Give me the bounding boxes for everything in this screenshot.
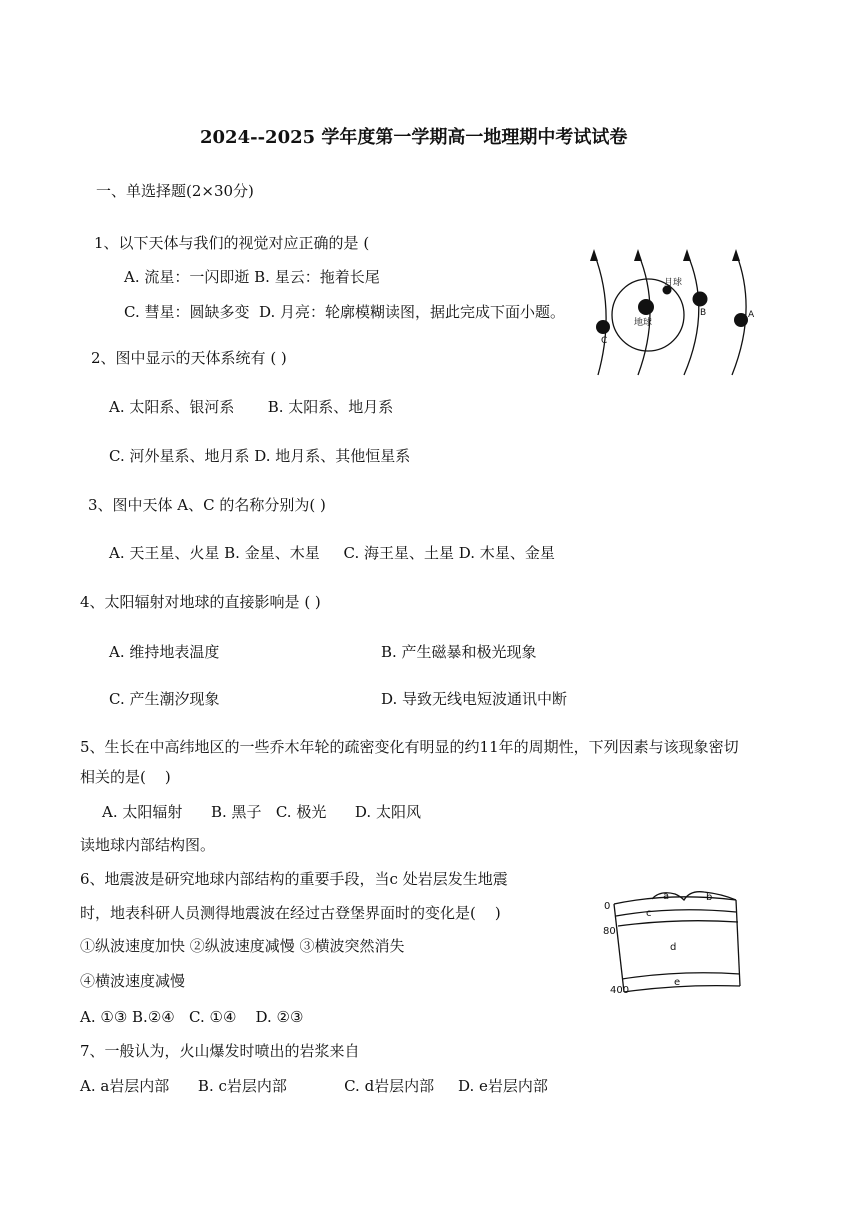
depth-0: 0 xyxy=(604,901,611,912)
layer-label-c: c xyxy=(646,908,652,919)
arrow-head-c xyxy=(590,249,598,261)
layer-label-a: a xyxy=(663,891,670,902)
label-b: B xyxy=(700,308,707,318)
body-c xyxy=(596,320,610,334)
q6-options: A. ①③ B.②④ C. ①④ D. ②③ xyxy=(80,1008,304,1026)
q2-options-cd: C. 河外星系、地月系 D. 地月系、其他恒星系 xyxy=(109,447,411,465)
q1-options-ab: A. 流星：一闪即逝 B. 星云：拖着长尾 xyxy=(124,268,380,286)
q4-option-a: A. 维持地表温度 xyxy=(109,643,220,661)
q4-option-d: D. 导致无线电短波通讯中断 xyxy=(381,690,568,708)
body-a xyxy=(734,313,748,327)
q4-option-b: B. 产生磁暴和极光现象 xyxy=(381,643,537,661)
q5-options: A. 太阳辐射 B. 黑子 C. 极光 D. 太阳风 xyxy=(102,803,421,821)
layer-label-d: d xyxy=(670,942,677,953)
depth-80: 80 xyxy=(603,926,616,937)
orbit-figure xyxy=(580,245,770,380)
body-earth xyxy=(638,299,654,315)
orbit-c xyxy=(594,253,606,375)
q2-options-ab: A. 太阳系、银河系 B. 太阳系、地月系 xyxy=(109,398,394,416)
surface-line xyxy=(614,897,736,904)
q2-stem: 2、图中显示的天体系统有 ( ) xyxy=(91,349,287,367)
crust-bottom-line xyxy=(616,910,736,916)
read-prompt: 读地球内部结构图。 xyxy=(80,836,216,854)
q5-stem-line1: 5、生长在中高纬地区的一些乔木年轮的疏密变化有明显的约11年的周期性，下列因素与该现象密切 xyxy=(80,738,739,756)
q1-stem: 1、以下天体与我们的视觉对应正确的是 ( xyxy=(94,234,370,252)
q6-stem-line1: 6、地震波是研究地球内部结构的重要手段，当c 处岩层发生地震 xyxy=(80,870,508,888)
q7-options: A. a岩层内部 B. c岩层内部 C. d岩层内部 D. e岩层内部 xyxy=(80,1077,548,1095)
arrow-head-earth xyxy=(634,249,642,261)
q4-stem: 4、太阳辐射对地球的直接影响是 ( ) xyxy=(80,593,321,611)
label-c: C xyxy=(601,336,608,346)
q1-options-cd: C. 彗星：圆缺多变 D. 月亮：轮廓模糊读图，据此完成下面小题。 xyxy=(124,303,566,321)
boundary-400-top xyxy=(622,973,740,979)
q6-stem-line2: 时，地表科研人员测得地震波在经过古登堡界面时的变化是( ) xyxy=(80,904,501,922)
layer-label-b: b xyxy=(706,892,713,903)
page-title: 2024--2025 学年度第一学期高一地理期中考试试卷 xyxy=(200,127,628,148)
arrow-head-a xyxy=(732,249,740,261)
moon-label: 月球 xyxy=(664,278,683,288)
depth-400: 400 xyxy=(610,985,630,994)
q4-option-c: C. 产生潮汐现象 xyxy=(109,690,220,708)
q3-stem: 3、图中天体 A、C 的名称分别为( ) xyxy=(88,496,326,514)
boundary-400-bottom xyxy=(624,986,740,992)
earth-label: 地球 xyxy=(634,318,653,328)
q7-stem: 7、一般认为，火山爆发时喷出的岩浆来自 xyxy=(80,1042,360,1060)
q6-stem-line4: ④横波速度减慢 xyxy=(80,972,186,990)
label-a: A xyxy=(748,310,755,320)
q5-stem-line2: 相关的是( ) xyxy=(80,768,171,786)
layer-label-e: e xyxy=(674,977,681,988)
right-edge xyxy=(736,900,740,986)
section-heading: 一、单选择题(2×30分) xyxy=(96,182,254,200)
arrow-head-b xyxy=(683,249,691,261)
earth-interior-figure xyxy=(600,882,750,994)
orbit-b xyxy=(684,253,699,375)
q3-options: A. 天王星、火星 B. 金星、木星 C. 海王星、土星 D. 木星、金星 xyxy=(109,544,555,562)
boundary-80 xyxy=(618,921,738,926)
q6-stem-line3: ①纵波速度加快 ②纵波速度减慢 ③横波突然消失 xyxy=(80,937,405,955)
left-edge xyxy=(614,904,624,992)
body-b xyxy=(693,292,708,307)
